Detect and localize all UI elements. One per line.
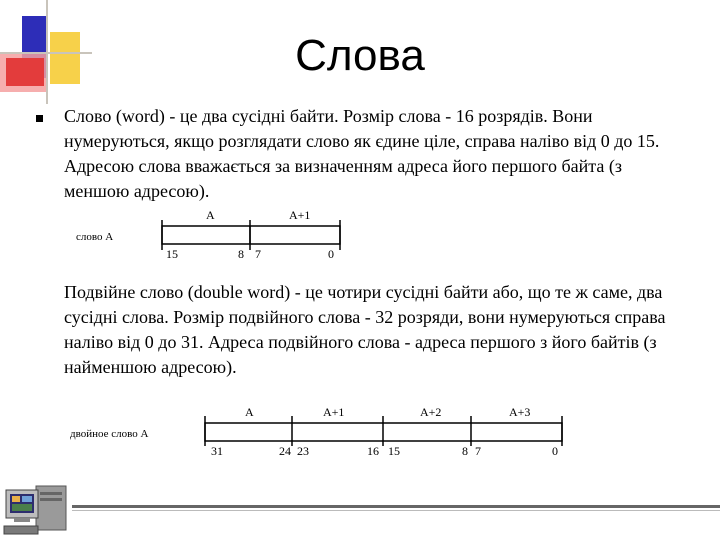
dword-bit-label: 31: [211, 444, 223, 458]
dword-bit-label: 24: [279, 444, 291, 458]
word-diagram-label: слово A: [76, 231, 114, 243]
paragraph-double-word: Подвійне слово (double word) - це чотири сусідні байти або, що те ж саме, два сусідні слова. Розмір подвійного слова - 32 розряди, вони нумеруються справа наліво від 0 до 31. Адреса подвійного слова - адреса першого з його байтів (з найменшою адресою).: [64, 282, 666, 377]
word-byte-label: A: [206, 208, 215, 222]
word-bit-label: 15: [166, 247, 178, 261]
dword-bit-label: 15: [388, 444, 400, 458]
footer-divider-thin: [72, 510, 720, 511]
dword-bit-label: 7: [475, 444, 481, 458]
dword-bit-label: 16: [367, 444, 379, 458]
word-byte-label: A+1: [289, 208, 311, 222]
paragraph-word: Слово (word) - це два сусідні байти. Розмір слова - 16 розрядів. Вони нумеруються, якщо розглядати слово як єдине ціле, справа наліво від 0 до 15. Адресою слова вважається за визначенням адреса його першого байта (з меншою адресою).: [64, 106, 660, 201]
dword-bit-label: 23: [297, 444, 309, 458]
computer-icon: [2, 482, 72, 538]
word-bit-label: 8: [238, 247, 244, 261]
dword-byte-label: A+1: [323, 405, 345, 419]
dword-bit-label: 0: [552, 444, 558, 458]
word-bit-label: 7: [255, 247, 261, 261]
dword-byte-label: A+2: [420, 405, 442, 419]
footer-divider: [72, 505, 720, 508]
dword-diagram-label: двойное слово A: [70, 428, 149, 440]
dword-byte-label: A: [245, 405, 254, 419]
dword-bit-label: 8: [462, 444, 468, 458]
slide-title: Слова: [295, 31, 425, 80]
dword-byte-label: A+3: [509, 405, 531, 419]
word-bit-label: 0: [328, 247, 334, 261]
